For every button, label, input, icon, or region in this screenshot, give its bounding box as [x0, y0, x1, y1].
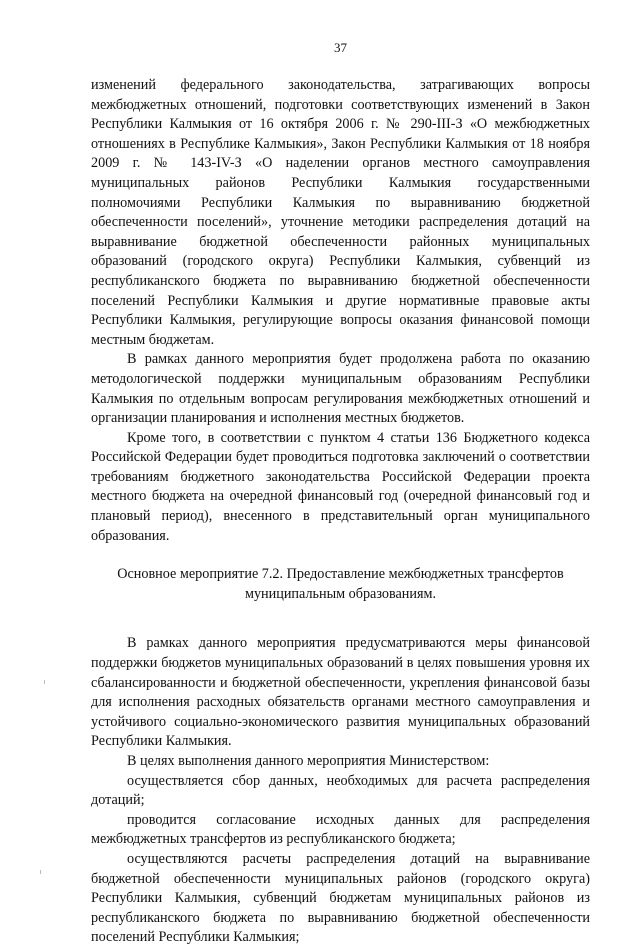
body-text-bottom: [91, 634, 590, 948]
page-number: 37: [334, 40, 347, 55]
paragraph: В целях выполнения данного мероприятия Министерством:: [127, 753, 490, 769]
paragraph: осуществляются расчеты распределения дотаций на выравнивание бюджетной обеспеченности муниципальных районов (городского округа) Республики Калмыкия, субвенций бюджетам муниципальных районов из республиканского бюджета по выравниванию бюджетной обеспеченности поселений Республики Калмыкия;: [91, 850, 590, 946]
paragraph: В рамках данного мероприятия будет продолжена работа по оказанию методологической поддержки муниципальным образованиям Республики Калмыкия по отдельным вопросам регулирования межбюджетных отношений и организации планирования и исполнения местных бюджетов.: [91, 351, 590, 427]
section-heading-line: муниципальным образованиям.: [244, 585, 437, 602]
paragraph: изменений федерального законодательства, затрагивающих вопросы межбюджетных отношений, подготовки соответствующих изменений в Закон Республики Калмыкия от 16 октября 2006 г. № 290-III-З «О межбюджетных отношениях в Республике Калмыкия», Закон Республики Калмыкия от 18 ноября 2009 г. № 143-IV-З «О наделении органов местного самоуправления муниципальных районов Республики Калмыкия государственными полномочиями Республики Калмыкия по выравниванию бюджетной обеспеченности поселений», уточнение методики распределения дотаций на выравнивание бюджетной обеспеченности районных муниципальных образований (городского округа) Республики Калмыкия, субвенций из республиканского бюджета по выравниванию бюджетной обеспеченности поселений Республики Калмыкия и другие нормативные правовые акты Республики Калмыкия, регулирующие вопросы оказания финансовой помощи местным бюджетам.: [91, 77, 590, 348]
paragraph: Кроме того, в соответствии с пунктом 4 статьи 136 Бюджетного кодекса Российской Федерации будет проводиться подготовка заключений о соответствии требованиям бюджетного законодательства Российской Федерации проекта местного бюджета на очередной финансовый год (очередной финансовый год и плановый период), внесенного в представительный орган муниципального образования.: [91, 429, 590, 544]
body-text-top: [91, 76, 590, 546]
section-heading: [91, 565, 590, 604]
scan-speck: [40, 870, 41, 874]
paragraph: В рамках данного мероприятия предусматриваются меры финансовой поддержки бюджетов муниципальных образований в целях повышения уровня их сбалансированности и бюджетной обеспеченности, укрепления финансовой базы для исполнения расходных обязательств органами местного самоуправления и устойчивого социально-экономического развития муниципальных образований Республики Калмыкия.: [91, 635, 590, 750]
paragraph: осуществляется сбор данных, необходимых для расчета распределения дотаций;: [91, 772, 590, 809]
paragraph: проводится согласование исходных данных для распределения межбюджетных трансфертов из республиканского бюджета;: [91, 811, 590, 848]
scan-speck: [44, 680, 45, 684]
section-heading-line: Основное мероприятие 7.2. Предоставление межбюджетных трансфертов: [117, 566, 564, 583]
